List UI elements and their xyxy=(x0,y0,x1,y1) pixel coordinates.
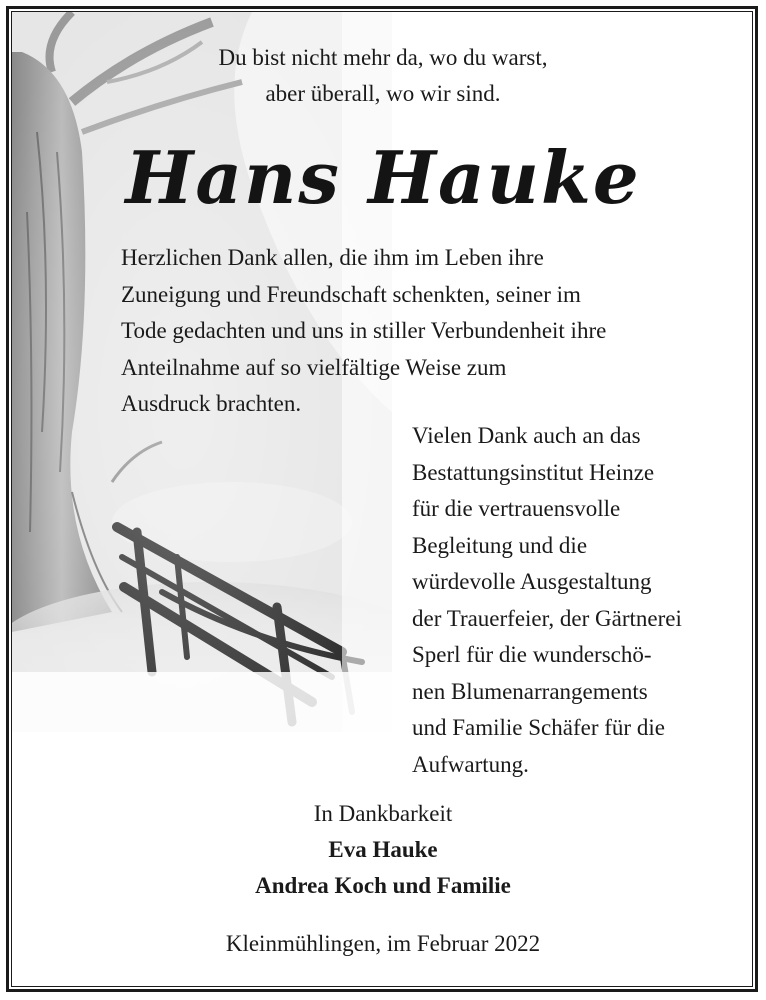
motto xyxy=(0,40,766,112)
paragraph-line: Sperl für die wunderschö- xyxy=(412,642,652,667)
paragraph-line: Vielen Dank auch an das xyxy=(412,423,641,448)
signer-name: Eva Hauke xyxy=(328,837,438,862)
motto-line: aber überall, wo wir sind. xyxy=(265,81,501,106)
deceased-name: Hans Hauke xyxy=(125,135,641,220)
paragraph-line: Zuneigung und Freundschaft schenkten, seiner im xyxy=(121,281,581,307)
paragraph-line: Begleitung und die xyxy=(412,532,588,558)
closing-phrase: In Dankbarkeit xyxy=(313,801,453,826)
closing-block xyxy=(0,796,766,904)
motto-line: Du bist nicht mehr da, wo du warst, xyxy=(218,45,548,70)
paragraph-line: für die vertrauensvolle xyxy=(412,496,621,521)
paragraph-line: der Trauerfeier, der Gärtnerei xyxy=(412,605,682,631)
paragraph-line: Bestattungsinstitut Heinze xyxy=(412,459,655,485)
paragraph-line: würdevolle Ausgestaltung xyxy=(412,569,652,594)
additional-thanks xyxy=(412,418,682,783)
paragraph-line: Aufwartung. xyxy=(412,751,529,777)
paragraph-line: Anteilnahme auf so vielfältige Weise zum xyxy=(121,354,507,380)
paragraph-line: nen Blumenarrangements xyxy=(412,678,648,704)
paragraph-line: und Familie Schäfer für die xyxy=(412,715,665,740)
thanks-paragraph xyxy=(121,240,606,423)
paragraph-line: Herzlichen Dank allen, die ihm im Leben ihre xyxy=(121,245,544,270)
signer-name: Andrea Koch und Familie xyxy=(255,873,511,898)
paragraph-line: Tode gedachten und uns in stiller Verbundenheit ihre xyxy=(121,318,607,343)
paragraph-line: Ausdruck brachten. xyxy=(121,391,302,416)
place-date: Kleinmühlingen, im Februar 2022 xyxy=(225,931,541,956)
